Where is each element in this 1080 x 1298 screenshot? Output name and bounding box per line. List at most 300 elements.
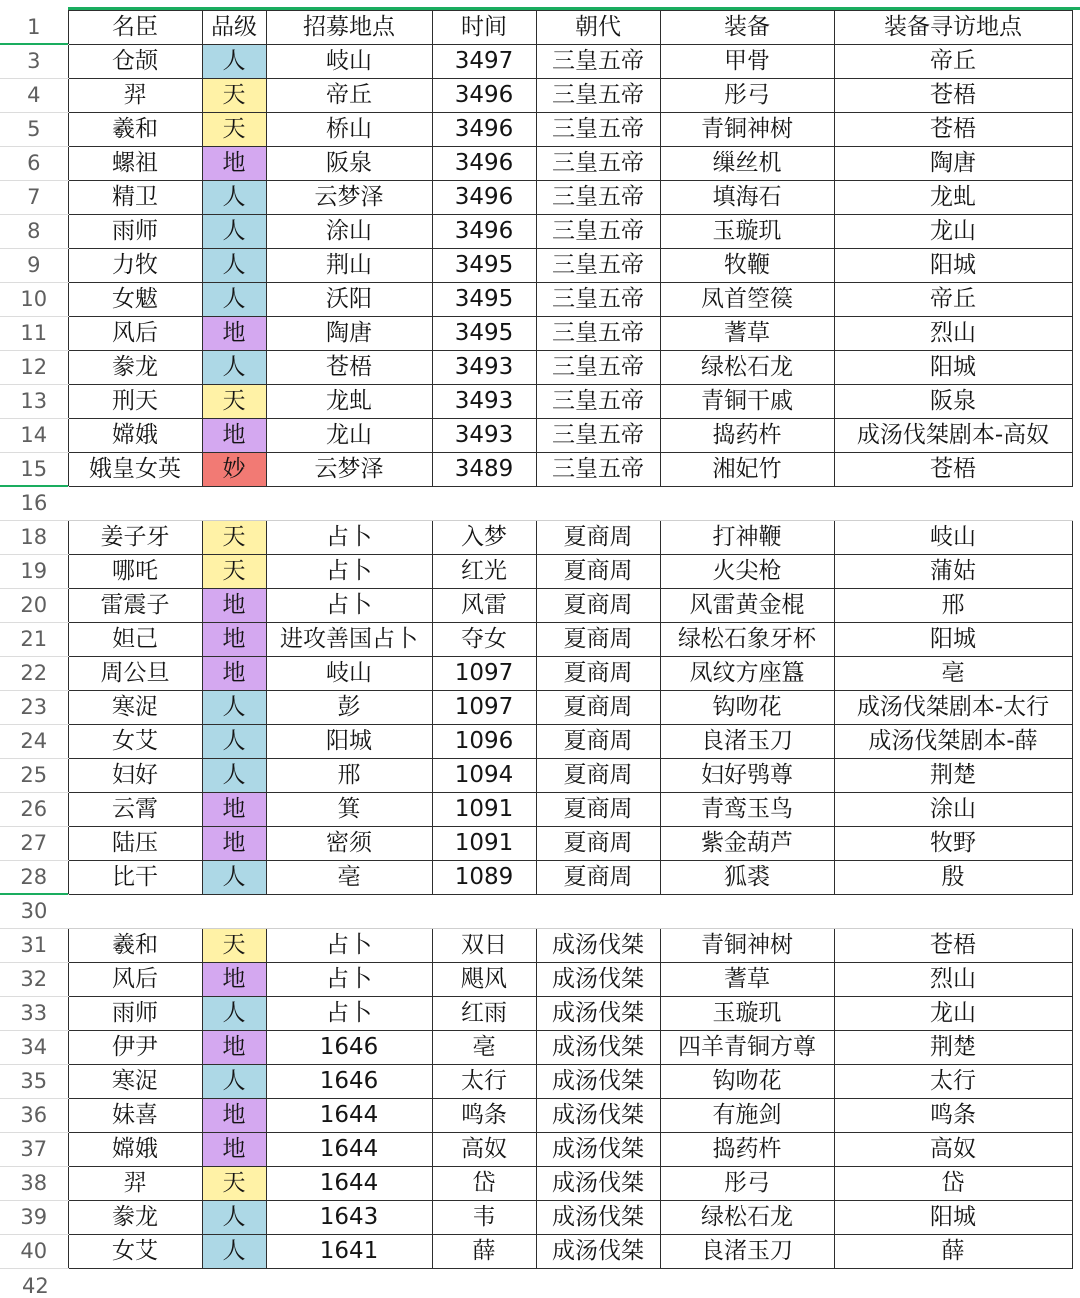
cell-dynasty[interactable]: 三皇五帝 <box>536 453 660 487</box>
header-cell-grade[interactable]: 品级 <box>202 11 266 45</box>
cell-dynasty[interactable]: 成汤伐桀 <box>536 1235 660 1269</box>
cell-grade[interactable]: 地 <box>202 793 266 827</box>
row-header[interactable]: 26 <box>0 793 68 827</box>
cell-name[interactable]: 姜子牙 <box>68 521 202 555</box>
cell-dynasty[interactable]: 成汤伐桀 <box>536 963 660 997</box>
cell-dynasty[interactable]: 夏商周 <box>536 759 660 793</box>
cell-equipment-location[interactable]: 太行 <box>834 1065 1072 1099</box>
cell-name[interactable]: 陆压 <box>68 827 202 861</box>
cell-equipment[interactable]: 良渚玉刀 <box>660 1235 834 1269</box>
cell-equipment-location[interactable]: 成汤伐桀剧本-太行 <box>834 691 1072 725</box>
cell-recruit-location[interactable]: 涂山 <box>266 215 432 249</box>
cell-equipment-location[interactable]: 烈山 <box>834 317 1072 351</box>
cell-grade[interactable]: 地 <box>202 589 266 623</box>
cell-equipment[interactable]: 填海石 <box>660 181 834 215</box>
empty-cell[interactable] <box>202 895 266 929</box>
empty-cell[interactable] <box>834 487 1072 521</box>
cell-grade[interactable]: 天 <box>202 113 266 147</box>
cell-name[interactable]: 嫦娥 <box>68 419 202 453</box>
cell-equipment[interactable]: 打神鞭 <box>660 521 834 555</box>
cell-grade[interactable]: 人 <box>202 249 266 283</box>
cell-recruit-location[interactable]: 占卜 <box>266 963 432 997</box>
cell-equipment-location[interactable]: 高奴 <box>834 1133 1072 1167</box>
cell-name[interactable]: 羿 <box>68 1167 202 1201</box>
cell-name[interactable]: 仓颉 <box>68 45 202 79</box>
row-header[interactable]: 39 <box>0 1201 68 1235</box>
cell-recruit-location[interactable]: 桥山 <box>266 113 432 147</box>
cell-time[interactable]: 1089 <box>432 861 536 895</box>
cell-name[interactable]: 伊尹 <box>68 1031 202 1065</box>
cell-equipment-location[interactable]: 阪泉 <box>834 385 1072 419</box>
cell-time[interactable]: 飓风 <box>432 963 536 997</box>
cell-grade[interactable]: 天 <box>202 521 266 555</box>
row-header[interactable]: 12 <box>0 351 68 385</box>
header-cell-recruit-location[interactable]: 招募地点 <box>266 11 432 45</box>
empty-cell[interactable] <box>432 487 536 521</box>
cell-dynasty[interactable]: 夏商周 <box>536 861 660 895</box>
cell-equipment-location[interactable]: 龙山 <box>834 997 1072 1031</box>
cell-equipment-location[interactable]: 亳 <box>834 657 1072 691</box>
row-header[interactable]: 36 <box>0 1099 68 1133</box>
cell-dynasty[interactable]: 成汤伐桀 <box>536 1167 660 1201</box>
cell-recruit-location[interactable]: 占卜 <box>266 997 432 1031</box>
row-header[interactable]: 7 <box>0 181 68 215</box>
cell-grade[interactable]: 人 <box>202 45 266 79</box>
row-header[interactable]: 34 <box>0 1031 68 1065</box>
cell-equipment[interactable]: 有施剑 <box>660 1099 834 1133</box>
cell-name[interactable]: 女艾 <box>68 1235 202 1269</box>
cell-equipment-location[interactable]: 殷 <box>834 861 1072 895</box>
cell-recruit-location[interactable]: 占卜 <box>266 929 432 963</box>
empty-cell[interactable] <box>834 895 1072 929</box>
cell-equipment[interactable]: 火尖枪 <box>660 555 834 589</box>
cell-time[interactable]: 3495 <box>432 283 536 317</box>
cell-dynasty[interactable]: 三皇五帝 <box>536 79 660 113</box>
row-header[interactable]: 24 <box>0 725 68 759</box>
empty-cell[interactable] <box>266 487 432 521</box>
header-cell-name[interactable]: 名臣 <box>68 11 202 45</box>
cell-dynasty[interactable]: 三皇五帝 <box>536 351 660 385</box>
cell-grade[interactable]: 天 <box>202 385 266 419</box>
cell-name[interactable]: 哪吒 <box>68 555 202 589</box>
cell-dynasty[interactable]: 三皇五帝 <box>536 45 660 79</box>
cell-time[interactable]: 1097 <box>432 691 536 725</box>
row-header[interactable]: 37 <box>0 1133 68 1167</box>
cell-time[interactable]: 鸣条 <box>432 1099 536 1133</box>
cell-dynasty[interactable]: 成汤伐桀 <box>536 1099 660 1133</box>
cell-equipment[interactable]: 良渚玉刀 <box>660 725 834 759</box>
cell-time[interactable]: 入梦 <box>432 521 536 555</box>
cell-time[interactable]: 1094 <box>432 759 536 793</box>
header-cell-equipment[interactable]: 装备 <box>660 11 834 45</box>
cell-grade[interactable]: 地 <box>202 623 266 657</box>
cell-time[interactable]: 3496 <box>432 181 536 215</box>
cell-recruit-location[interactable]: 箕 <box>266 793 432 827</box>
cell-recruit-location[interactable]: 1643 <box>266 1201 432 1235</box>
cell-name[interactable]: 力牧 <box>68 249 202 283</box>
cell-equipment-location[interactable]: 阳城 <box>834 623 1072 657</box>
cell-equipment-location[interactable]: 陶唐 <box>834 147 1072 181</box>
cell-equipment-location[interactable]: 帝丘 <box>834 45 1072 79</box>
cell-recruit-location[interactable]: 帝丘 <box>266 79 432 113</box>
cell-name[interactable]: 螺祖 <box>68 147 202 181</box>
cell-equipment[interactable]: 彤弓 <box>660 79 834 113</box>
cell-equipment[interactable]: 捣药杵 <box>660 419 834 453</box>
cell-equipment-location[interactable]: 岱 <box>834 1167 1072 1201</box>
row-header[interactable]: 25 <box>0 759 68 793</box>
cell-recruit-location[interactable]: 1646 <box>266 1031 432 1065</box>
cell-dynasty[interactable]: 成汤伐桀 <box>536 1065 660 1099</box>
cell-time[interactable]: 3495 <box>432 249 536 283</box>
empty-cell[interactable] <box>202 487 266 521</box>
cell-equipment-location[interactable]: 苍梧 <box>834 929 1072 963</box>
row-header[interactable]: 28 <box>0 861 68 895</box>
cell-equipment[interactable]: 青铜干戚 <box>660 385 834 419</box>
cell-recruit-location[interactable]: 1646 <box>266 1065 432 1099</box>
row-header[interactable]: 38 <box>0 1167 68 1201</box>
row-header[interactable]: 20 <box>0 589 68 623</box>
cell-name[interactable]: 寒浞 <box>68 1065 202 1099</box>
cell-grade[interactable]: 人 <box>202 725 266 759</box>
cell-name[interactable]: 妇好 <box>68 759 202 793</box>
cell-equipment-location[interactable]: 鸣条 <box>834 1099 1072 1133</box>
cell-grade[interactable]: 人 <box>202 1065 266 1099</box>
cell-time[interactable]: 3493 <box>432 385 536 419</box>
cell-equipment-location[interactable]: 荆楚 <box>834 1031 1072 1065</box>
cell-equipment[interactable]: 狐裘 <box>660 861 834 895</box>
cell-equipment-location[interactable]: 龙虬 <box>834 181 1072 215</box>
cell-equipment[interactable]: 四羊青铜方尊 <box>660 1031 834 1065</box>
cell-dynasty[interactable]: 三皇五帝 <box>536 249 660 283</box>
row-header[interactable]: 22 <box>0 657 68 691</box>
cell-equipment[interactable]: 湘妃竹 <box>660 453 834 487</box>
cell-equipment-location[interactable]: 苍梧 <box>834 113 1072 147</box>
cell-recruit-location[interactable]: 沃阳 <box>266 283 432 317</box>
cell-dynasty[interactable]: 夏商周 <box>536 555 660 589</box>
cell-time[interactable]: 太行 <box>432 1065 536 1099</box>
row-header[interactable]: 21 <box>0 623 68 657</box>
empty-cell[interactable] <box>432 895 536 929</box>
cell-grade[interactable]: 天 <box>202 929 266 963</box>
row-header[interactable]: 18 <box>0 521 68 555</box>
cell-equipment-location[interactable]: 烈山 <box>834 963 1072 997</box>
cell-equipment[interactable]: 绿松石龙 <box>660 351 834 385</box>
header-cell-dynasty[interactable]: 朝代 <box>536 11 660 45</box>
cell-name[interactable]: 雨师 <box>68 997 202 1031</box>
cell-grade[interactable]: 地 <box>202 419 266 453</box>
cell-equipment[interactable]: 凤首箜篌 <box>660 283 834 317</box>
cell-equipment[interactable]: 钩吻花 <box>660 691 834 725</box>
cell-time[interactable]: 红光 <box>432 555 536 589</box>
cell-grade[interactable]: 人 <box>202 1235 266 1269</box>
cell-grade[interactable]: 人 <box>202 1201 266 1235</box>
cell-recruit-location[interactable]: 1644 <box>266 1167 432 1201</box>
cell-equipment-location[interactable]: 阳城 <box>834 1201 1072 1235</box>
cell-name[interactable]: 周公旦 <box>68 657 202 691</box>
cell-name[interactable]: 妲己 <box>68 623 202 657</box>
row-header[interactable]: 23 <box>0 691 68 725</box>
cell-recruit-location[interactable]: 进攻善国占卜 <box>266 623 432 657</box>
cell-name[interactable]: 寒浞 <box>68 691 202 725</box>
cell-name[interactable]: 女魃 <box>68 283 202 317</box>
row-header[interactable]: 3 <box>0 45 68 79</box>
cell-recruit-location[interactable]: 苍梧 <box>266 351 432 385</box>
cell-equipment[interactable]: 凤纹方座簋 <box>660 657 834 691</box>
cell-dynasty[interactable]: 三皇五帝 <box>536 283 660 317</box>
cell-recruit-location[interactable]: 龙山 <box>266 419 432 453</box>
empty-cell[interactable] <box>536 895 660 929</box>
cell-dynasty[interactable]: 成汤伐桀 <box>536 1031 660 1065</box>
table-row <box>0 181 1072 215</box>
cell-equipment[interactable]: 绿松石龙 <box>660 1201 834 1235</box>
cell-equipment[interactable]: 钩吻花 <box>660 1065 834 1099</box>
cell-dynasty[interactable]: 夏商周 <box>536 657 660 691</box>
cell-recruit-location[interactable]: 彭 <box>266 691 432 725</box>
cell-time[interactable]: 3496 <box>432 215 536 249</box>
cell-name[interactable]: 女艾 <box>68 725 202 759</box>
row-header[interactable]: 8 <box>0 215 68 249</box>
cell-recruit-location[interactable]: 阪泉 <box>266 147 432 181</box>
header-cell-time[interactable]: 时间 <box>432 11 536 45</box>
row-header[interactable]: 14 <box>0 419 68 453</box>
cell-grade[interactable]: 地 <box>202 963 266 997</box>
cell-name[interactable]: 比干 <box>68 861 202 895</box>
cell-recruit-location[interactable]: 占卜 <box>266 589 432 623</box>
cell-grade[interactable]: 地 <box>202 1099 266 1133</box>
cell-dynasty[interactable]: 三皇五帝 <box>536 215 660 249</box>
cell-time[interactable]: 3495 <box>432 317 536 351</box>
cell-time[interactable]: 3497 <box>432 45 536 79</box>
cell-grade[interactable]: 地 <box>202 147 266 181</box>
cell-grade[interactable]: 天 <box>202 555 266 589</box>
cell-time[interactable]: 薛 <box>432 1235 536 1269</box>
cell-name[interactable]: 嫦娥 <box>68 1133 202 1167</box>
cell-time[interactable]: 亳 <box>432 1031 536 1065</box>
cell-equipment[interactable]: 青鸾玉鸟 <box>660 793 834 827</box>
row-header[interactable]: 11 <box>0 317 68 351</box>
cell-equipment-location[interactable]: 阳城 <box>834 351 1072 385</box>
row-header[interactable]: 19 <box>0 555 68 589</box>
row-header[interactable]: 13 <box>0 385 68 419</box>
cell-equipment[interactable]: 风雷黄金棍 <box>660 589 834 623</box>
row-header[interactable]: 40 <box>0 1235 68 1269</box>
cell-equipment-location[interactable]: 成汤伐桀剧本-高奴 <box>834 419 1072 453</box>
cell-equipment-location[interactable]: 涂山 <box>834 793 1072 827</box>
row-header[interactable]: 5 <box>0 113 68 147</box>
cell-time[interactable]: 风雷 <box>432 589 536 623</box>
row-header[interactable]: 42 <box>22 1274 49 1298</box>
cell-grade[interactable]: 人 <box>202 997 266 1031</box>
header-cell-equipment-location[interactable]: 装备寻访地点 <box>834 11 1072 45</box>
cell-dynasty[interactable]: 夏商周 <box>536 521 660 555</box>
cell-grade[interactable]: 妙 <box>202 453 266 487</box>
cell-time[interactable]: 1091 <box>432 827 536 861</box>
cell-dynasty[interactable]: 夏商周 <box>536 691 660 725</box>
cell-recruit-location[interactable]: 邢 <box>266 759 432 793</box>
cell-name[interactable]: 精卫 <box>68 181 202 215</box>
row-header[interactable]: 27 <box>0 827 68 861</box>
cell-equipment[interactable]: 牧鞭 <box>660 249 834 283</box>
cell-recruit-location[interactable]: 密须 <box>266 827 432 861</box>
cell-equipment[interactable]: 彤弓 <box>660 1167 834 1201</box>
cell-name[interactable]: 风后 <box>68 317 202 351</box>
cell-time[interactable]: 3496 <box>432 113 536 147</box>
cell-grade[interactable]: 人 <box>202 215 266 249</box>
cell-time[interactable]: 3496 <box>432 147 536 181</box>
cell-equipment[interactable]: 捣药杵 <box>660 1133 834 1167</box>
row-header[interactable]: 10 <box>0 283 68 317</box>
cell-name[interactable]: 云霄 <box>68 793 202 827</box>
cell-dynasty[interactable]: 三皇五帝 <box>536 385 660 419</box>
row-header[interactable]: 6 <box>0 147 68 181</box>
cell-time[interactable]: 韦 <box>432 1201 536 1235</box>
cell-equipment-location[interactable]: 苍梧 <box>834 453 1072 487</box>
empty-cell[interactable] <box>660 487 834 521</box>
cell-recruit-location[interactable]: 1641 <box>266 1235 432 1269</box>
cell-dynasty[interactable]: 三皇五帝 <box>536 113 660 147</box>
cell-equipment-location[interactable]: 牧野 <box>834 827 1072 861</box>
cell-recruit-location[interactable]: 占卜 <box>266 555 432 589</box>
cell-equipment[interactable]: 缫丝机 <box>660 147 834 181</box>
row-header[interactable]: 16 <box>0 487 68 521</box>
cell-time[interactable]: 高奴 <box>432 1133 536 1167</box>
cell-recruit-location[interactable]: 云梦泽 <box>266 453 432 487</box>
cell-equipment[interactable]: 蓍草 <box>660 317 834 351</box>
cell-recruit-location[interactable]: 荆山 <box>266 249 432 283</box>
cell-dynasty[interactable]: 成汤伐桀 <box>536 1201 660 1235</box>
cell-dynasty[interactable]: 夏商周 <box>536 589 660 623</box>
empty-cell[interactable] <box>68 895 202 929</box>
cell-grade[interactable]: 人 <box>202 861 266 895</box>
cell-equipment[interactable]: 紫金葫芦 <box>660 827 834 861</box>
cell-equipment[interactable]: 妇好鸮尊 <box>660 759 834 793</box>
cell-dynasty[interactable]: 成汤伐桀 <box>536 997 660 1031</box>
row-header[interactable]: 9 <box>0 249 68 283</box>
cell-recruit-location[interactable]: 陶唐 <box>266 317 432 351</box>
cell-name[interactable]: 豢龙 <box>68 1201 202 1235</box>
cell-dynasty[interactable]: 夏商周 <box>536 827 660 861</box>
cell-grade[interactable]: 天 <box>202 79 266 113</box>
cell-grade[interactable]: 地 <box>202 657 266 691</box>
cell-time[interactable]: 3489 <box>432 453 536 487</box>
cell-equipment-location[interactable]: 成汤伐桀剧本-薛 <box>834 725 1072 759</box>
cell-recruit-location[interactable]: 亳 <box>266 861 432 895</box>
cell-dynasty[interactable]: 三皇五帝 <box>536 317 660 351</box>
cell-recruit-location[interactable]: 云梦泽 <box>266 181 432 215</box>
cell-equipment[interactable]: 绿松石象牙杯 <box>660 623 834 657</box>
cell-equipment-location[interactable]: 薛 <box>834 1235 1072 1269</box>
row-header[interactable]: 1 <box>0 11 68 45</box>
cell-time[interactable]: 1091 <box>432 793 536 827</box>
cell-name[interactable]: 妹喜 <box>68 1099 202 1133</box>
cell-time[interactable]: 3496 <box>432 79 536 113</box>
cell-time[interactable]: 岱 <box>432 1167 536 1201</box>
cell-recruit-location[interactable]: 岐山 <box>266 657 432 691</box>
table-row <box>0 419 1072 453</box>
cell-dynasty[interactable]: 三皇五帝 <box>536 147 660 181</box>
row-header[interactable]: 31 <box>0 929 68 963</box>
row-header[interactable]: 33 <box>0 997 68 1031</box>
cell-dynasty[interactable]: 成汤伐桀 <box>536 929 660 963</box>
cell-time[interactable]: 红雨 <box>432 997 536 1031</box>
cell-time[interactable]: 3493 <box>432 351 536 385</box>
cell-dynasty[interactable]: 夏商周 <box>536 725 660 759</box>
cell-time[interactable]: 夺女 <box>432 623 536 657</box>
row-header[interactable]: 35 <box>0 1065 68 1099</box>
cell-recruit-location[interactable]: 1644 <box>266 1133 432 1167</box>
cell-grade[interactable]: 人 <box>202 691 266 725</box>
cell-equipment[interactable]: 玉璇玑 <box>660 997 834 1031</box>
cell-equipment[interactable]: 蓍草 <box>660 963 834 997</box>
cell-dynasty[interactable]: 夏商周 <box>536 793 660 827</box>
cell-grade[interactable]: 人 <box>202 181 266 215</box>
cell-grade[interactable]: 地 <box>202 317 266 351</box>
empty-cell[interactable] <box>536 487 660 521</box>
cell-equipment[interactable]: 青铜神树 <box>660 113 834 147</box>
cell-name[interactable]: 刑天 <box>68 385 202 419</box>
cell-equipment-location[interactable]: 苍梧 <box>834 79 1072 113</box>
cell-grade[interactable]: 人 <box>202 351 266 385</box>
cell-grade[interactable]: 天 <box>202 1167 266 1201</box>
empty-cell[interactable] <box>266 895 432 929</box>
cell-equipment-location[interactable]: 龙山 <box>834 215 1072 249</box>
cell-grade[interactable]: 地 <box>202 1133 266 1167</box>
cell-recruit-location[interactable]: 1644 <box>266 1099 432 1133</box>
cell-recruit-location[interactable]: 龙虬 <box>266 385 432 419</box>
cell-dynasty[interactable]: 三皇五帝 <box>536 419 660 453</box>
cell-equipment-location[interactable]: 岐山 <box>834 521 1072 555</box>
cell-recruit-location[interactable]: 岐山 <box>266 45 432 79</box>
cell-equipment[interactable]: 玉璇玑 <box>660 215 834 249</box>
cell-name[interactable]: 风后 <box>68 963 202 997</box>
cell-equipment-location[interactable]: 阳城 <box>834 249 1072 283</box>
cell-name[interactable]: 羲和 <box>68 929 202 963</box>
cell-recruit-location[interactable]: 占卜 <box>266 521 432 555</box>
cell-equipment-location[interactable]: 荆楚 <box>834 759 1072 793</box>
cell-name[interactable]: 娥皇女英 <box>68 453 202 487</box>
cell-grade[interactable]: 人 <box>202 759 266 793</box>
row-header[interactable]: 30 <box>0 895 68 929</box>
cell-grade[interactable]: 地 <box>202 827 266 861</box>
cell-dynasty[interactable]: 夏商周 <box>536 623 660 657</box>
cell-time[interactable]: 1096 <box>432 725 536 759</box>
cell-dynasty[interactable]: 三皇五帝 <box>536 181 660 215</box>
cell-equipment[interactable]: 甲骨 <box>660 45 834 79</box>
cell-time[interactable]: 3493 <box>432 419 536 453</box>
cell-recruit-location[interactable]: 阳城 <box>266 725 432 759</box>
cell-equipment-location[interactable]: 帝丘 <box>834 283 1072 317</box>
cell-equipment[interactable]: 青铜神树 <box>660 929 834 963</box>
cell-name[interactable]: 豢龙 <box>68 351 202 385</box>
cell-grade[interactable]: 人 <box>202 283 266 317</box>
cell-name[interactable]: 羿 <box>68 79 202 113</box>
empty-cell[interactable] <box>68 487 202 521</box>
cell-name[interactable]: 羲和 <box>68 113 202 147</box>
cell-grade[interactable]: 地 <box>202 1031 266 1065</box>
row-header[interactable]: 4 <box>0 79 68 113</box>
cell-time[interactable]: 1097 <box>432 657 536 691</box>
empty-cell[interactable] <box>660 895 834 929</box>
cell-dynasty[interactable]: 成汤伐桀 <box>536 1133 660 1167</box>
cell-name[interactable]: 雨师 <box>68 215 202 249</box>
cell-name[interactable]: 雷震子 <box>68 589 202 623</box>
table-row <box>0 691 1072 725</box>
cell-equipment-location[interactable]: 蒲姑 <box>834 555 1072 589</box>
row-header[interactable]: 15 <box>0 453 68 487</box>
cell-equipment-location[interactable]: 邢 <box>834 589 1072 623</box>
cell-time[interactable]: 双日 <box>432 929 536 963</box>
row-header[interactable]: 32 <box>0 963 68 997</box>
